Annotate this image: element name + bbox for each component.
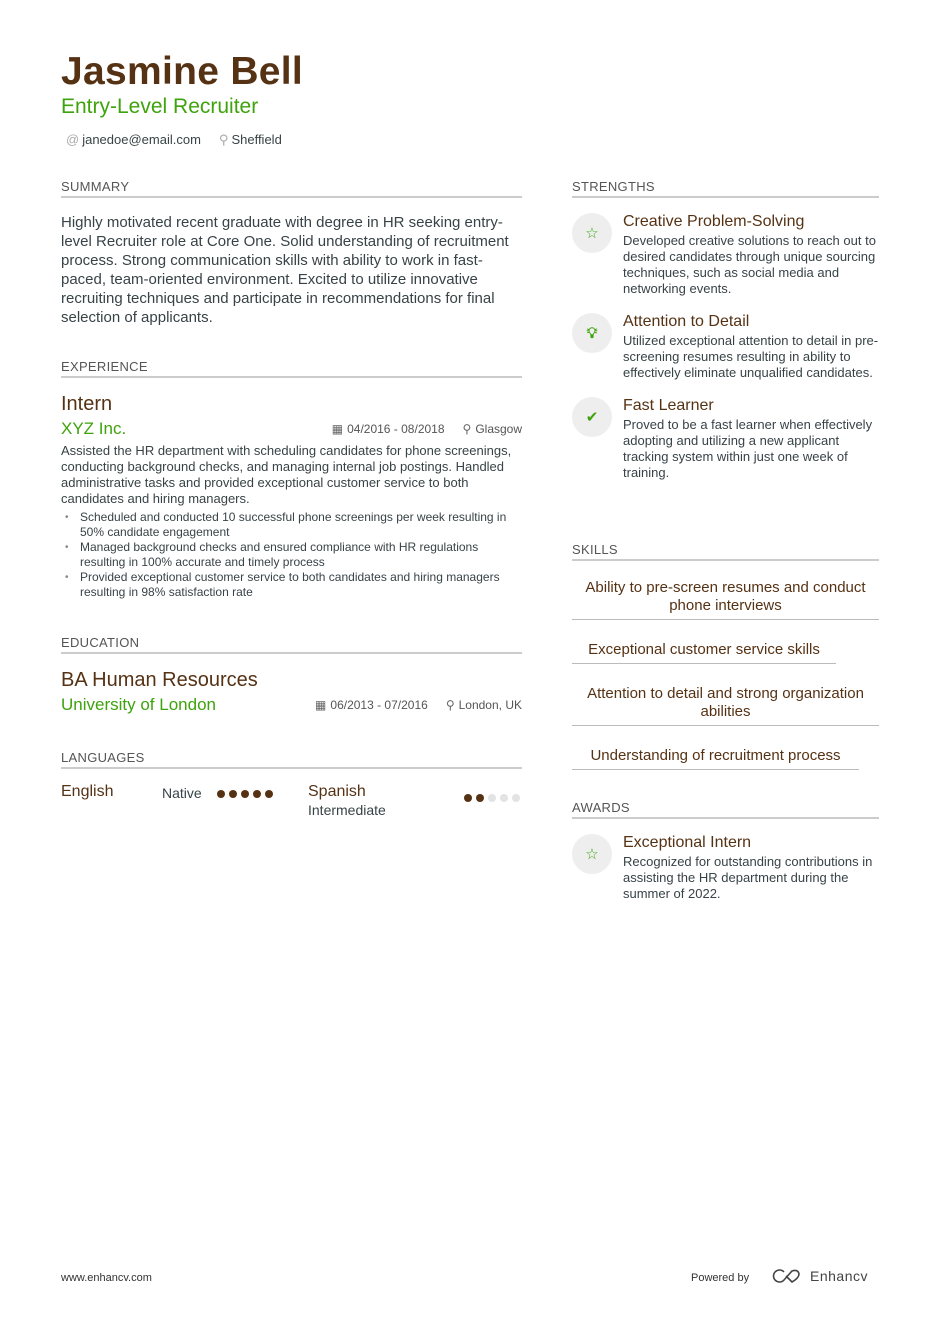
job-role: Intern (61, 393, 113, 415)
bullet: • Managed background checks and ensured compliance with HR regulations resulting in 100% accurate and timely process (61, 540, 522, 570)
calendar-icon: ▦ (331, 422, 344, 436)
edu-dates: 06/2013 - 07/2016 (330, 698, 428, 712)
experience-section (61, 359, 522, 600)
strength-title: Attention to Detail (623, 313, 750, 330)
education-section (61, 635, 522, 715)
strength-text: Proved to be a fast learner when effectively adopting and utilizing a new applicant tracking system within just one week of training. (623, 417, 873, 480)
section-heading: STRENGTHS (572, 179, 879, 198)
section-heading: AWARDS (572, 800, 879, 819)
candidate-title: Entry-Level Recruiter (61, 95, 259, 118)
job-dates: 04/2016 - 08/2018 (347, 422, 445, 436)
job-location: Glasgow (475, 422, 522, 436)
school-name: University of London (61, 695, 216, 714)
location-pin-icon: ⚲ (445, 698, 455, 712)
section-heading: EDUCATION (61, 635, 522, 654)
skill-item: Exceptional customer service skills (572, 633, 836, 664)
section-heading: SUMMARY (61, 179, 522, 198)
language-level: Intermediate (308, 802, 386, 818)
language-rating (464, 794, 520, 802)
job-bullets (61, 510, 522, 600)
section-heading: LANGUAGES (61, 750, 522, 769)
enhancv-logo-icon (770, 1268, 802, 1284)
skill-item: Understanding of recruitment process (572, 739, 859, 770)
rating-dot (265, 790, 273, 798)
language-name: English (61, 783, 114, 800)
language-name: Spanish (308, 783, 366, 800)
edu-location: London, UK (458, 698, 522, 712)
skill-item: Attention to detail and strong organization abilities (572, 677, 879, 726)
rating-dot (217, 790, 225, 798)
job-description: Assisted the HR department with scheduling candidates for phone screenings, conducting background checks, and managing internal job postings. Handled administrative tasks and provided exceptional customer service to both candidates and hiring managers. (61, 443, 512, 506)
check-icon: ✔ (572, 397, 612, 437)
summary-text: Highly motivated recent graduate with degree in HR seeking entry-level Recruiter role at Core One. Solid understanding of recruitment process. Strong communication skills with ability to work in fast-paced, team-oriented environment. Excited to utilize innovative recruiting techniques and participate in recommendations for final selection of applicants. (61, 214, 509, 326)
rating-dot (253, 790, 261, 798)
enhancv-logo (770, 1268, 868, 1284)
rating-dot (500, 794, 508, 802)
bullet: • Provided exceptional customer service to both candidates and hiring managers resulting in 98% satisfaction rate (61, 570, 522, 600)
strength-title: Creative Problem-Solving (623, 213, 805, 230)
strengths-section (572, 179, 879, 497)
star-icon: ☆ (572, 213, 612, 253)
award-title: Exceptional Intern (623, 834, 752, 851)
strength-item (572, 213, 879, 297)
strength-text: Utilized exceptional attention to detail in pre-screening resumes resulting in ability to effectively eliminate unqualified candidates. (623, 333, 879, 380)
strength-item (572, 397, 879, 481)
award-item (572, 834, 879, 902)
powered-by-label: Powered by (691, 1272, 750, 1284)
summary-section (61, 179, 522, 327)
rating-dot (241, 790, 249, 798)
strength-title: Fast Learner (623, 397, 714, 414)
section-heading: EXPERIENCE (61, 359, 522, 378)
rating-dot (488, 794, 496, 802)
skill-item: Ability to pre-screen resumes and conduct phone interviews (572, 571, 879, 620)
rating-dot (464, 794, 472, 802)
location: Sheffield (231, 132, 282, 147)
section-heading: SKILLS (572, 542, 879, 561)
candidate-name: Jasmine Bell (61, 50, 304, 93)
email: janedoe@email.com (82, 132, 201, 147)
degree: BA Human Resources (61, 669, 258, 691)
rating-dot (512, 794, 520, 802)
strength-item (572, 313, 879, 381)
footer-website[interactable]: www.enhancv.com (61, 1272, 152, 1284)
language-rating (217, 790, 273, 798)
location-pin-icon: ⚲ (462, 422, 472, 436)
bullet: • Scheduled and conducted 10 successful phone screenings per week resulting in 50% candidate engagement (61, 510, 522, 540)
lightbulb-icon: 💡︎ (572, 313, 612, 353)
at-icon: @ (66, 132, 80, 147)
languages-section (61, 750, 522, 833)
brand-name: Enhancv (810, 1268, 868, 1284)
language-level: Native (162, 785, 202, 801)
rating-dot (229, 790, 237, 798)
location-pin-icon: ⚲ (218, 132, 229, 147)
company-name: XYZ Inc. (61, 419, 127, 438)
rating-dot (476, 794, 484, 802)
awards-section (572, 800, 879, 918)
star-icon: ☆ (572, 834, 612, 874)
award-text: Recognized for outstanding contributions in assisting the HR department during the summer of 2022. (623, 854, 873, 901)
calendar-icon: ▦ (315, 698, 327, 712)
skills-section (572, 542, 879, 783)
strength-text: Developed creative solutions to reach out to desired candidates through unique sourcing techniques, such as social media and networking events. (623, 233, 876, 296)
contact-info (66, 132, 282, 148)
